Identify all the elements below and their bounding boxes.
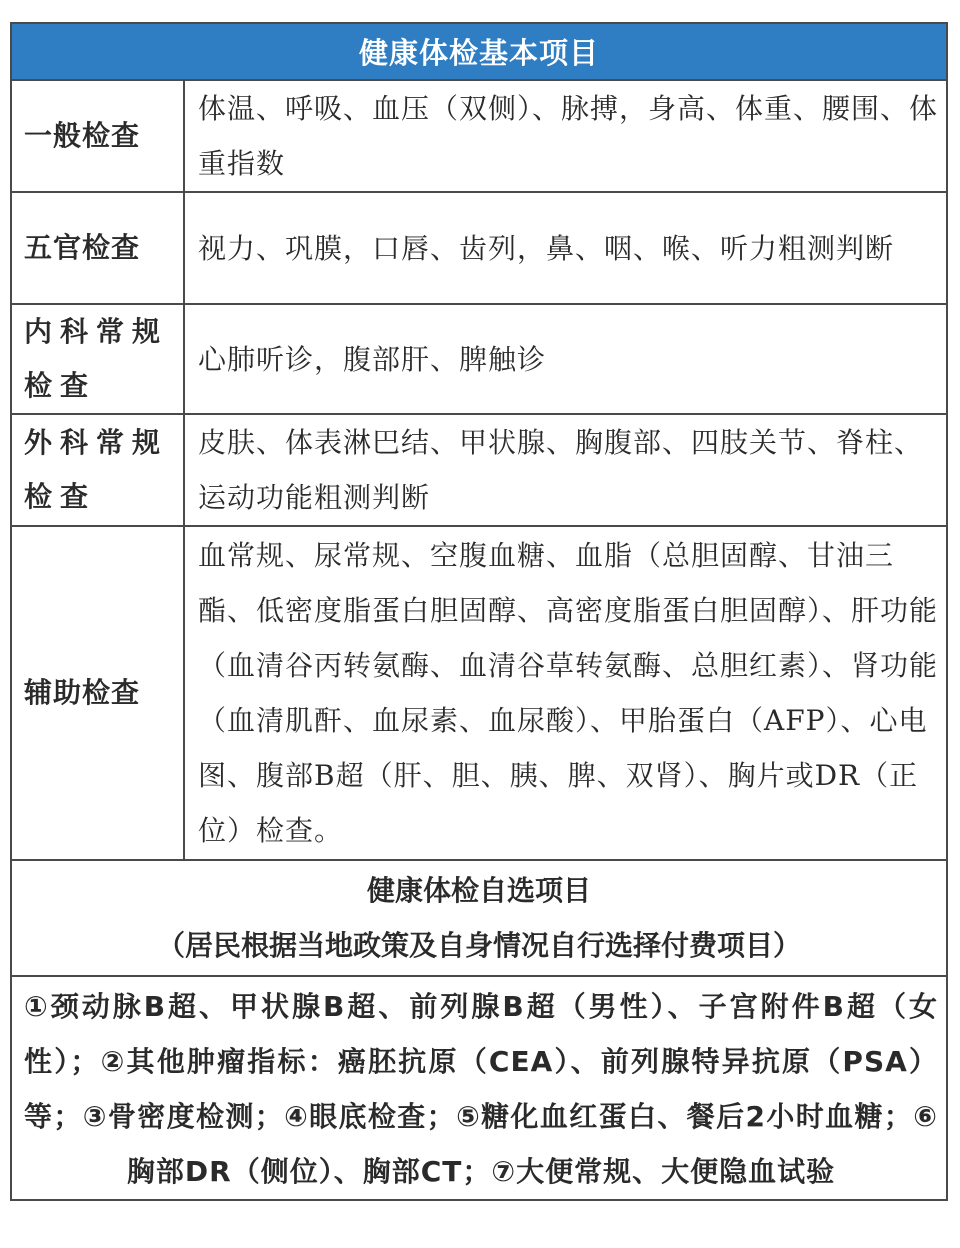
optional-header bbox=[12, 859, 946, 975]
table-row bbox=[12, 191, 946, 303]
row-content: 血常规、尿常规、空腹血糖、血脂（总胆固醇、甘油三酯、低密度脂蛋白胆固醇、高密度脂蛋白胆固醇）、肝功能（血清谷丙转氨酶、血清谷草转氨酶、总胆红素）、肾功能（血清肌酐、血尿素、血尿酸）、甲胎蛋白（AFP）、心电图、腹部B超（肝、胆、胰、脾、双肾）、胸片或DR（正位）检查。 bbox=[198, 539, 939, 847]
row-label: 辅助检查 bbox=[12, 527, 185, 859]
row-content: 心肺听诊，腹部肝、脾触诊 bbox=[198, 342, 547, 376]
table-row bbox=[12, 303, 946, 413]
optional-items bbox=[12, 975, 946, 1199]
table-row bbox=[12, 525, 946, 859]
optional-subtitle: （居民根据当地政策及自身情况自行选择付费项目） bbox=[156, 929, 801, 962]
optional-items-text: ①颈动脉B超、甲状腺B超、前列腺B超（男性）、子宫附件B超（女性）；②其他肿瘤指标：癌胚抗原（CEA）、前列腺特异抗原（PSA）等；③骨密度检测；④眼底检查；⑤糖化血红蛋白、餐后2小时血糖；⑥胸部DR（侧位）、胸部CT；⑦大便常规、大便隐血试验 bbox=[24, 990, 938, 1188]
row-label: 五官检查 bbox=[12, 193, 185, 303]
table-row bbox=[12, 79, 946, 191]
table-row bbox=[12, 413, 946, 525]
row-label: 一般检查 bbox=[12, 81, 185, 191]
row-content: 皮肤、体表淋巴结、甲状腺、胸腹部、四肢关节、脊柱、运动功能粗测判断 bbox=[198, 426, 924, 514]
row-content: 体温、呼吸、血压（双侧）、脉搏，身高、体重、腰围、体重指数 bbox=[198, 92, 939, 180]
row-content: 视力、巩膜，口唇、齿列，鼻、咽、喉、听力粗测判断 bbox=[198, 231, 895, 265]
row-label: 外科常规检查 bbox=[12, 415, 185, 525]
table-title: 健康体检基本项目 bbox=[12, 24, 946, 79]
row-label: 内科常规检查 bbox=[12, 305, 185, 413]
optional-title: 健康体检自选项目 bbox=[366, 874, 591, 907]
health-checkup-table bbox=[10, 22, 948, 1201]
